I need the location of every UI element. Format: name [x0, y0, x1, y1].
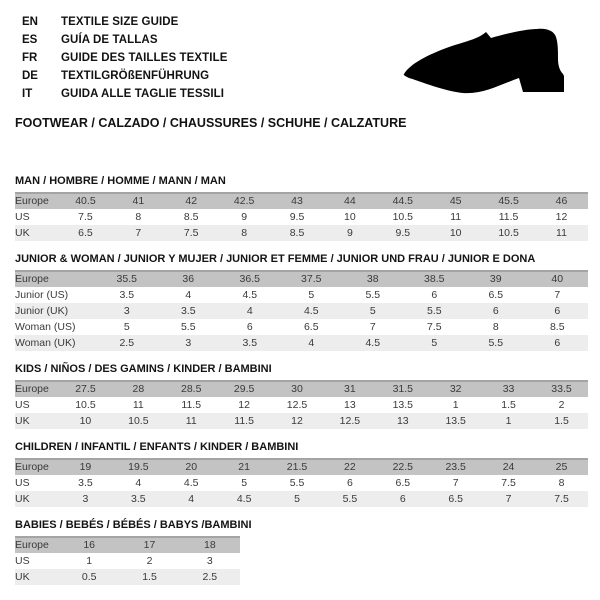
size-value: 31.5: [392, 383, 413, 395]
size-value: 11.5: [234, 414, 254, 427]
size-value: 7.5: [501, 476, 516, 489]
size-value: 10: [449, 226, 462, 239]
size-value: 12: [555, 210, 568, 223]
size-value: 8.5: [289, 226, 305, 239]
size-value: 4: [185, 288, 192, 301]
size-value: 5: [308, 288, 315, 301]
row-label: UK: [15, 226, 30, 239]
size-value: 35.5: [116, 273, 137, 285]
language-label: GUÍA DE TALLAS: [61, 34, 158, 46]
dress-shoe-silhouette-svg: [400, 18, 572, 98]
size-guide-section: [15, 519, 585, 585]
section-title: MAN / HOMBRE / HOMME / MANN / MAN: [15, 175, 226, 187]
language-code: IT: [22, 88, 33, 100]
size-value: 10.5: [75, 398, 96, 411]
row-label: Europe: [15, 461, 49, 473]
size-value: 33: [502, 383, 515, 395]
size-value: 36: [182, 273, 195, 285]
size-value: 4.5: [183, 476, 199, 489]
language-label: GUIDA ALLE TAGLIE TESSILI: [61, 88, 225, 100]
size-conversion-table: [15, 270, 588, 351]
size-value: 10.5: [128, 414, 149, 427]
size-value: 4: [188, 492, 195, 505]
table-row: [15, 413, 588, 429]
size-value: 24: [502, 461, 515, 473]
language-code: EN: [22, 16, 38, 28]
size-value: 9: [241, 210, 248, 223]
size-value: 6: [346, 476, 353, 489]
size-value: 27.5: [75, 383, 96, 395]
size-value: 5.5: [180, 320, 196, 333]
size-value: 1: [452, 398, 459, 411]
size-value: 11: [450, 210, 462, 223]
row-label: Junior (UK): [15, 304, 69, 317]
size-value: 41: [132, 195, 145, 207]
size-value: 5.5: [488, 336, 504, 349]
size-value: 38: [366, 273, 379, 285]
size-value: 8.5: [549, 320, 565, 333]
section-title: JUNIOR & WOMAN / JUNIOR Y MUJER / JUNIOR ET FEMME / JUNIOR UND FRAU / JUNIOR E DONA: [15, 253, 536, 265]
size-value: 7: [505, 492, 512, 505]
table-row: [15, 553, 240, 569]
section-title: BABIES / BEBÉS / BÉBÉS / BABYS /BAMBINI: [15, 519, 252, 531]
size-value: 13.5: [445, 414, 466, 427]
size-value: 10.5: [392, 210, 413, 223]
size-value: 5: [369, 304, 376, 317]
size-guide-section: [15, 253, 585, 351]
size-value: 28: [132, 383, 145, 395]
size-value: 3.5: [78, 476, 93, 489]
size-value: 7: [452, 476, 459, 489]
size-value: 6: [554, 304, 561, 317]
size-value: 18: [203, 539, 216, 551]
row-label: UK: [15, 414, 30, 427]
table-row: [15, 397, 588, 413]
size-value: 21: [238, 461, 250, 473]
size-conversion-table: [15, 458, 588, 507]
size-value: 9.5: [395, 226, 411, 239]
size-value: 6.5: [395, 476, 411, 489]
size-value: 11: [185, 414, 197, 427]
row-label: UK: [15, 570, 30, 583]
size-value: 4.5: [303, 304, 319, 317]
size-value: 7.5: [183, 226, 199, 239]
table-row: [15, 381, 588, 397]
size-value: 7: [369, 320, 376, 333]
size-value: 13.5: [392, 398, 413, 411]
size-value: 4.5: [242, 288, 258, 301]
size-value: 17: [143, 539, 156, 551]
size-value: 7: [554, 288, 561, 301]
size-value: 40.5: [75, 195, 96, 207]
size-value: 19.5: [128, 461, 149, 473]
row-label: UK: [15, 492, 30, 505]
size-value: 42.5: [233, 195, 255, 207]
size-conversion-table: [15, 536, 240, 585]
size-conversion-table: [15, 380, 588, 429]
size-value: 8: [492, 320, 499, 333]
language-code: ES: [22, 34, 38, 46]
size-value: 6: [399, 492, 406, 505]
size-value: 44.5: [392, 195, 413, 207]
size-value: 11: [132, 398, 144, 411]
size-value: 8: [241, 226, 248, 239]
size-value: 45: [449, 195, 462, 207]
size-value: 3: [82, 492, 89, 505]
size-value: 13: [344, 398, 356, 411]
size-value: 3: [185, 336, 192, 349]
size-value: 6: [492, 304, 499, 317]
size-value: 6.5: [303, 320, 319, 333]
size-value: 12.5: [339, 414, 361, 427]
size-value: 10: [344, 210, 356, 223]
row-label: Junior (US): [15, 288, 69, 301]
table-row: [15, 335, 588, 351]
table-row: [15, 209, 588, 225]
size-value: 1: [505, 414, 512, 427]
size-value: 6: [554, 336, 561, 349]
size-value: 11.5: [498, 210, 519, 223]
size-value: 10.5: [498, 226, 519, 239]
size-value: 21.5: [286, 461, 308, 473]
size-value: 7.5: [554, 492, 569, 505]
table-row: [15, 569, 240, 585]
size-value: 23.5: [445, 461, 466, 473]
size-value: 11.5: [181, 398, 202, 411]
table-row: [15, 303, 588, 319]
size-value: 11: [556, 226, 567, 239]
size-value: 46: [555, 195, 568, 207]
size-value: 3.5: [131, 492, 146, 505]
size-value: 12.5: [286, 398, 308, 411]
size-value: 6.5: [448, 492, 463, 505]
size-guide-section: [15, 441, 585, 507]
size-value: 7.5: [78, 210, 93, 223]
table-row: [15, 225, 588, 241]
size-value: 2: [146, 554, 153, 567]
size-value: 28.5: [181, 383, 202, 395]
size-value: 36.5: [239, 273, 260, 285]
size-value: 44: [344, 195, 356, 207]
size-value: 1: [86, 554, 93, 567]
size-value: 45.5: [498, 195, 519, 207]
size-value: 1.5: [554, 414, 569, 427]
size-guide-section: [15, 175, 585, 241]
size-value: 4.5: [365, 336, 381, 349]
size-value: 25: [555, 461, 568, 473]
table-row: [15, 537, 240, 553]
row-label: Europe: [15, 539, 49, 551]
size-value: 6.5: [78, 226, 93, 239]
size-value: 9: [346, 226, 353, 239]
size-value: 2.5: [202, 570, 218, 583]
size-value: 7: [135, 226, 142, 239]
size-value: 37.5: [301, 273, 322, 285]
size-value: 9.5: [289, 210, 305, 223]
size-value: 19: [79, 461, 92, 473]
size-value: 3: [206, 554, 213, 567]
size-value: 1.5: [501, 398, 516, 411]
size-value: 4: [246, 304, 253, 317]
size-value: 3.5: [180, 304, 196, 317]
row-label: Europe: [15, 383, 49, 395]
size-value: 6.5: [488, 288, 504, 301]
table-row: [15, 319, 588, 335]
row-label: Europe: [15, 273, 49, 285]
size-value: 5.5: [365, 288, 381, 301]
size-value: 2.5: [119, 336, 135, 349]
size-tables: [15, 175, 585, 585]
size-value: 12: [238, 398, 250, 411]
size-value: 3: [123, 304, 130, 317]
row-label: Europe: [15, 195, 49, 207]
size-value: 20: [185, 461, 198, 473]
row-label: Woman (UK): [15, 336, 76, 349]
table-row: [15, 271, 588, 287]
size-value: 30: [291, 383, 303, 395]
size-value: 6: [431, 288, 438, 301]
size-value: 7.5: [426, 320, 442, 333]
size-value: 29.5: [233, 383, 255, 395]
size-value: 5.5: [289, 476, 305, 489]
size-value: 1.5: [142, 570, 157, 583]
table-row: [15, 459, 588, 475]
size-value: 8: [135, 210, 142, 223]
size-value: 38.5: [424, 273, 445, 285]
language-label: TEXTILE SIZE GUIDE: [61, 16, 179, 28]
section-title: KIDS / NIÑOS / DES GAMINS / KINDER / BAMBINI: [15, 363, 272, 375]
size-value: 33.5: [551, 383, 572, 395]
size-value: 43: [291, 195, 303, 207]
size-value: 4.5: [236, 492, 252, 505]
size-value: 8.5: [183, 210, 199, 223]
page-header: [0, 0, 600, 103]
row-label: US: [15, 210, 30, 223]
size-value: 8: [558, 476, 565, 489]
language-label: TEXTILGRÖßENFÜHRUNG: [61, 70, 210, 82]
size-value: 12: [291, 414, 303, 427]
size-value: 5: [241, 476, 248, 489]
size-value: 5: [431, 336, 438, 349]
size-value: 31: [344, 383, 356, 395]
size-value: 13: [396, 414, 409, 427]
size-value: 5.5: [342, 492, 358, 505]
row-label: US: [15, 398, 30, 411]
size-value: 39: [489, 273, 502, 285]
size-value: 5: [123, 320, 130, 333]
language-code: FR: [22, 52, 38, 64]
section-title: CHILDREN / INFANTIL / ENFANTS / KINDER / BAMBINI: [15, 441, 299, 453]
language-code: DE: [22, 70, 38, 82]
size-value: 10: [79, 414, 92, 427]
row-label: US: [15, 554, 30, 567]
category-heading: FOOTWEAR / CALZADO / CHAUSSURES / SCHUHE / CALZATURE: [15, 116, 407, 130]
table-row: [15, 475, 588, 491]
size-value: 2: [558, 398, 565, 411]
table-row: [15, 491, 588, 507]
table-row: [15, 193, 588, 209]
size-value: 5.5: [426, 304, 442, 317]
size-value: 40: [551, 273, 564, 285]
size-value: 22: [344, 461, 356, 473]
size-value: 6: [246, 320, 253, 333]
size-value: 5: [294, 492, 300, 505]
size-value: 4: [135, 476, 142, 489]
size-value: 16: [83, 539, 95, 551]
dress-shoe-icon: [400, 18, 572, 98]
size-value: 42: [185, 195, 198, 207]
size-value: 0.5: [81, 570, 97, 583]
table-row: [15, 287, 588, 303]
row-label: US: [15, 476, 30, 489]
size-conversion-table: [15, 192, 588, 241]
size-value: 3.5: [242, 336, 258, 349]
language-label: GUIDE DES TAILLES TEXTILE: [61, 52, 228, 64]
size-value: 22.5: [392, 461, 413, 473]
size-value: 3.5: [119, 288, 135, 301]
size-value: 32: [449, 383, 462, 395]
row-label: Woman (US): [15, 320, 76, 333]
size-guide-section: [15, 363, 585, 429]
size-value: 4: [308, 336, 315, 349]
